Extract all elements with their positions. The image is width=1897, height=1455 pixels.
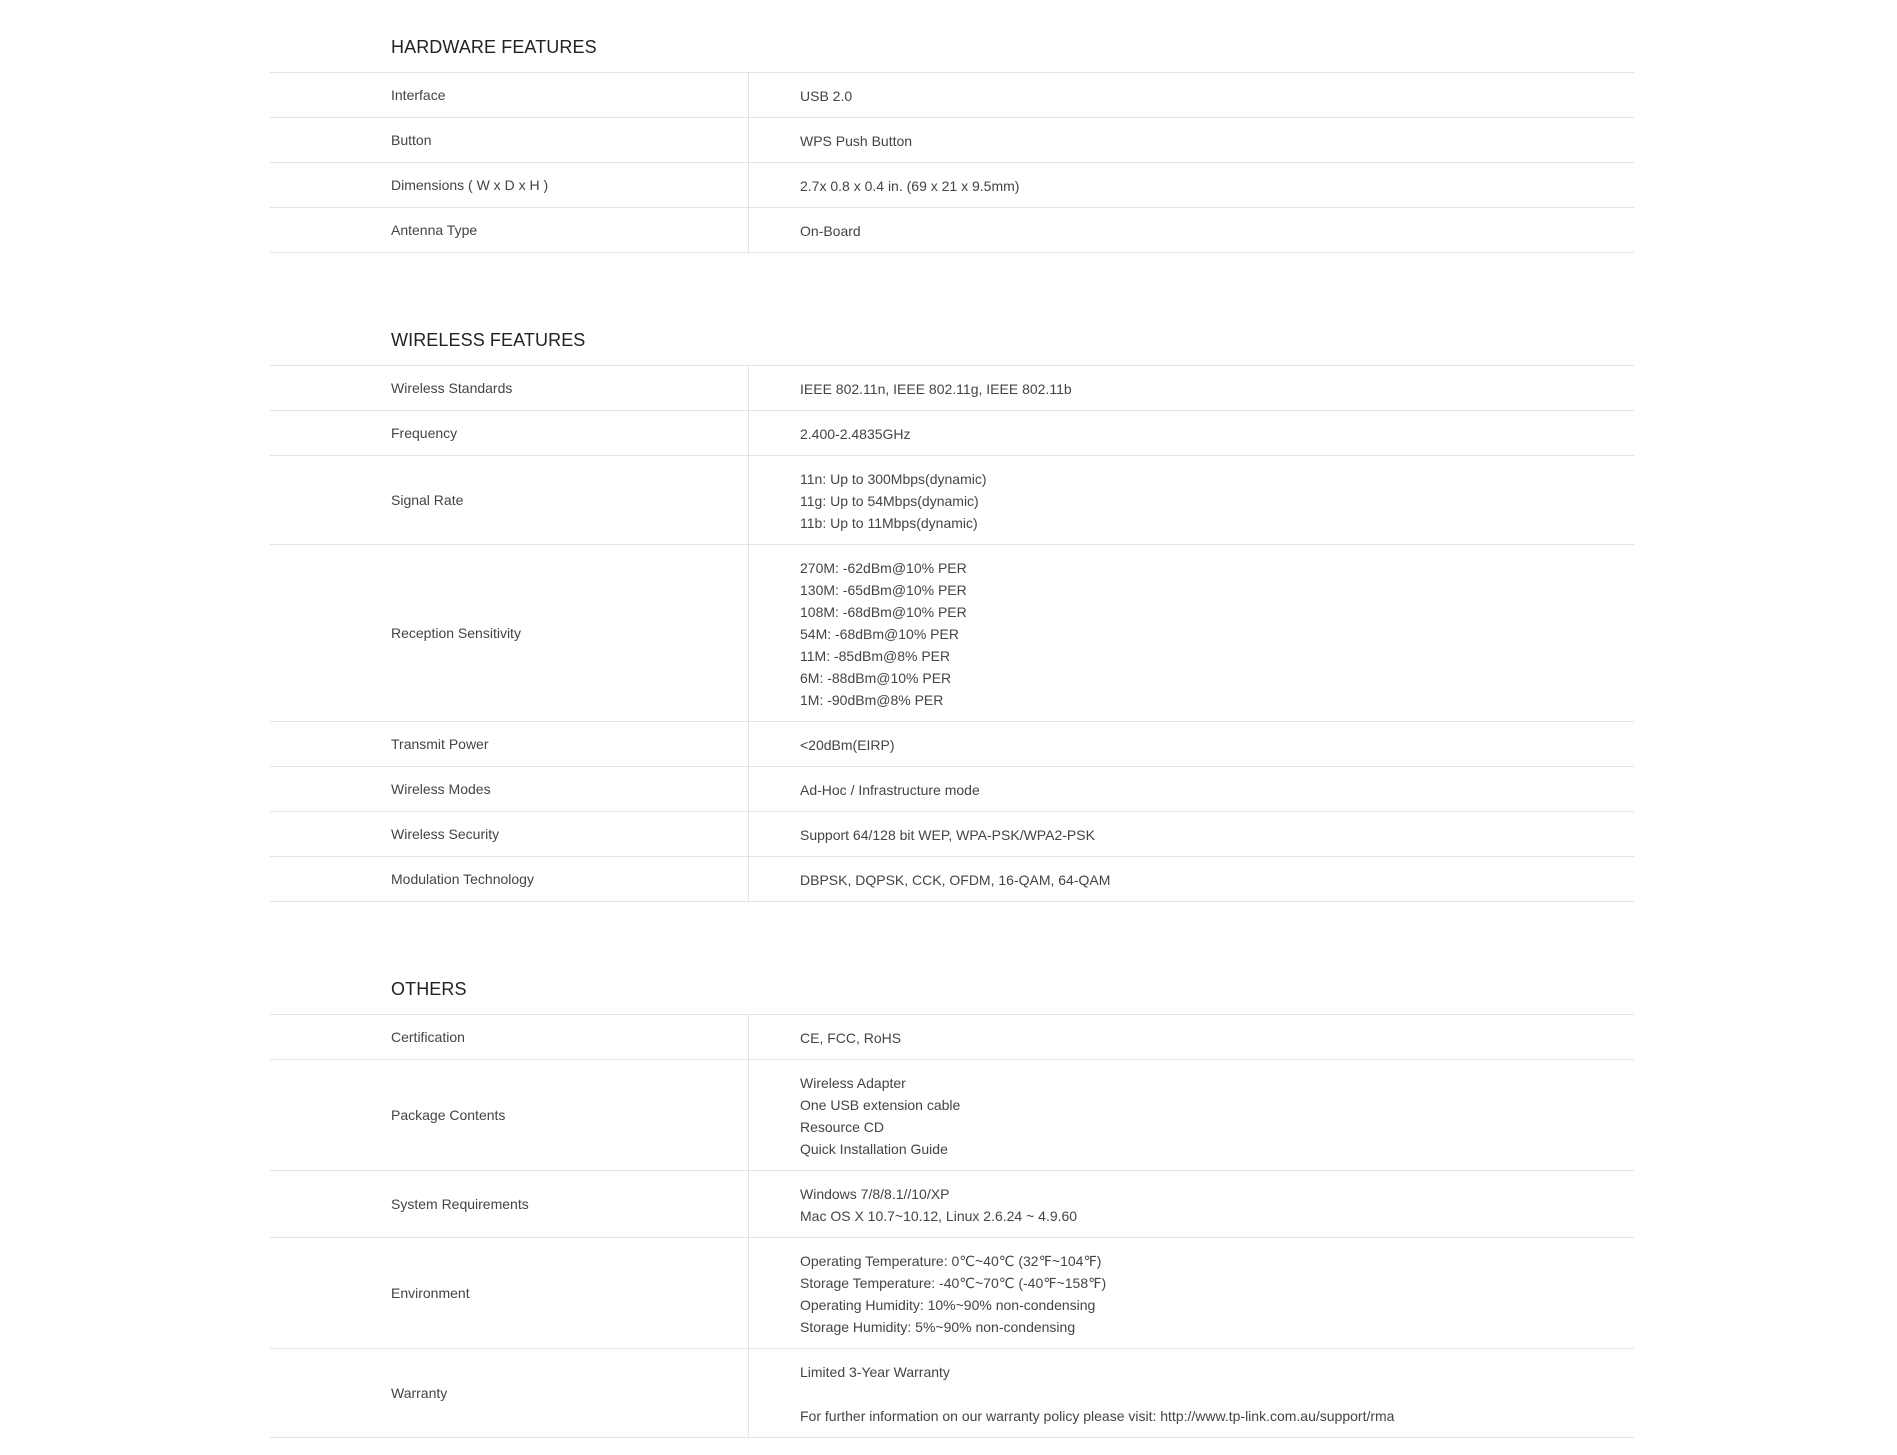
spec-row xyxy=(270,812,1634,857)
section-title: WIRELESS FEATURES xyxy=(391,330,586,350)
spec-value xyxy=(749,1015,1634,1059)
spec-value xyxy=(749,1349,1634,1437)
spec-value-line: 11n: Up to 300Mbps(dynamic) xyxy=(800,471,987,487)
spec-section xyxy=(270,0,1634,253)
spec-value-line xyxy=(800,1383,1634,1405)
spec-label: Dimensions ( W x D x H ) xyxy=(270,163,749,207)
spec-row xyxy=(270,722,1634,767)
spec-value-line: 1M: -90dBm@8% PER xyxy=(800,692,944,708)
spec-value-line: 2.7x 0.8 x 0.4 in. (69 x 21 x 9.5mm) xyxy=(800,178,1020,194)
spec-value-line: Limited 3-Year Warranty xyxy=(800,1364,950,1380)
spec-label: Wireless Standards xyxy=(270,366,749,410)
spec-label: Certification xyxy=(270,1015,749,1059)
spec-label: Interface xyxy=(270,73,749,117)
spec-value xyxy=(749,208,1634,252)
spec-row xyxy=(270,208,1634,253)
spec-label: Antenna Type xyxy=(270,208,749,252)
spec-value-line: Resource CD xyxy=(800,1119,885,1135)
spec-row xyxy=(270,366,1634,411)
spec-value xyxy=(749,73,1634,117)
spec-label: Button xyxy=(270,118,749,162)
spec-value-line: 270M: -62dBm@10% PER xyxy=(800,560,967,576)
spec-value xyxy=(749,545,1634,721)
spec-value-line: 6M: -88dBm@10% PER xyxy=(800,670,952,686)
spec-value-line: Ad-Hoc / Infrastructure mode xyxy=(800,782,980,798)
spec-value-line: WPS Push Button xyxy=(800,133,913,149)
spec-value xyxy=(749,1238,1634,1348)
spec-row xyxy=(270,1015,1634,1060)
spec-value xyxy=(749,366,1634,410)
spec-container xyxy=(270,0,1634,1438)
spec-label: Warranty xyxy=(270,1349,749,1437)
spec-section xyxy=(270,942,1634,1438)
spec-row xyxy=(270,456,1634,545)
spec-label: Signal Rate xyxy=(270,456,749,544)
spec-label: Transmit Power xyxy=(270,722,749,766)
spec-row xyxy=(270,857,1634,902)
spec-value-line: 130M: -65dBm@10% PER xyxy=(800,582,967,598)
spec-value-line: Mac OS X 10.7~10.12, Linux 2.6.24 ~ 4.9.60 xyxy=(800,1208,1078,1224)
spec-value xyxy=(749,767,1634,811)
spec-value xyxy=(749,118,1634,162)
spec-row xyxy=(270,73,1634,118)
section-title: OTHERS xyxy=(391,979,467,999)
spec-label: Reception Sensitivity xyxy=(270,545,749,721)
spec-row xyxy=(270,767,1634,812)
spec-value xyxy=(749,812,1634,856)
spec-value-line: Storage Humidity: 5%~90% non-condensing xyxy=(800,1319,1076,1335)
spec-row xyxy=(270,1238,1634,1349)
spec-label: System Requirements xyxy=(270,1171,749,1237)
spec-value-line: For further information on our warranty policy please visit: http://www.tp-link.com.au/support/rma xyxy=(800,1408,1395,1424)
spec-value-line: <20dBm(EIRP) xyxy=(800,737,895,753)
spec-row xyxy=(270,1349,1634,1438)
spec-value xyxy=(749,1171,1634,1237)
spec-value-line: 108M: -68dBm@10% PER xyxy=(800,604,967,620)
spec-row xyxy=(270,411,1634,456)
spec-label: Wireless Modes xyxy=(270,767,749,811)
spec-value-line: 11g: Up to 54Mbps(dynamic) xyxy=(800,493,979,509)
spec-value-line: One USB extension cable xyxy=(800,1097,961,1113)
spec-label: Package Contents xyxy=(270,1060,749,1170)
spec-value-line: Operating Temperature: 0℃~40℃ (32℉~104℉) xyxy=(800,1253,1102,1269)
spec-value xyxy=(749,722,1634,766)
spec-value-line: IEEE 802.11n, IEEE 802.11g, IEEE 802.11b xyxy=(800,381,1072,397)
spec-value-line: Operating Humidity: 10%~90% non-condensing xyxy=(800,1297,1096,1313)
spec-row xyxy=(270,1060,1634,1171)
spec-value-line: USB 2.0 xyxy=(800,88,853,104)
spec-label: Frequency xyxy=(270,411,749,455)
spec-value-line: DBPSK, DQPSK, CCK, OFDM, 16-QAM, 64-QAM xyxy=(800,872,1111,888)
spec-row xyxy=(270,545,1634,722)
spec-value-line: Storage Temperature: -40℃~70℃ (-40℉~158℉) xyxy=(800,1275,1107,1291)
spec-value-line: On-Board xyxy=(800,223,861,239)
spec-label: Environment xyxy=(270,1238,749,1348)
spec-value-line: Support 64/128 bit WEP, WPA-PSK/WPA2-PSK xyxy=(800,827,1095,843)
spec-value-line: 11M: -85dBm@8% PER xyxy=(800,648,951,664)
spec-table xyxy=(270,365,1634,902)
spec-value xyxy=(749,1060,1634,1170)
spec-table xyxy=(270,1014,1634,1438)
spec-value xyxy=(749,163,1634,207)
spec-table xyxy=(270,72,1634,253)
spec-value xyxy=(749,456,1634,544)
spec-value-line: CE, FCC, RoHS xyxy=(800,1030,902,1046)
spec-value xyxy=(749,857,1634,901)
spec-row xyxy=(270,1171,1634,1238)
spec-row xyxy=(270,118,1634,163)
spec-value-line: Windows 7/8/8.1//10/XP xyxy=(800,1186,950,1202)
spec-section xyxy=(270,293,1634,902)
spec-row xyxy=(270,163,1634,208)
spec-value-line: Quick Installation Guide xyxy=(800,1141,948,1157)
spec-label: Wireless Security xyxy=(270,812,749,856)
section-title: HARDWARE FEATURES xyxy=(391,37,597,57)
spec-label: Modulation Technology xyxy=(270,857,749,901)
spec-value xyxy=(749,411,1634,455)
spec-value-line: 11b: Up to 11Mbps(dynamic) xyxy=(800,515,978,531)
spec-value-line: 54M: -68dBm@10% PER xyxy=(800,626,959,642)
spec-value-line: 2.400-2.4835GHz xyxy=(800,426,911,442)
spec-value-line: Wireless Adapter xyxy=(800,1075,906,1091)
